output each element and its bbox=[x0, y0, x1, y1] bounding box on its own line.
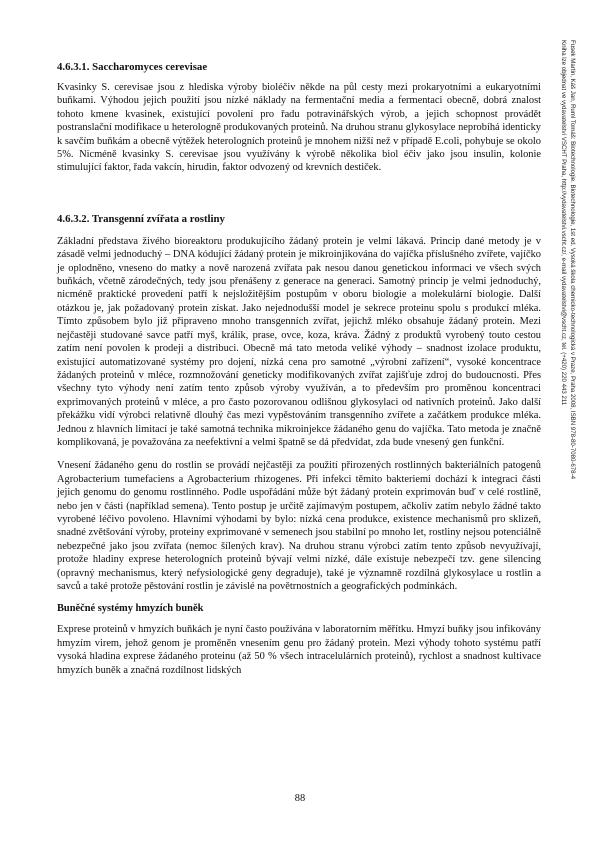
side-citation-note bbox=[559, 40, 576, 780]
section-heading-saccharomyces: 4.6.3.1. Saccharomyces cerevisae bbox=[57, 61, 208, 73]
paragraph-saccharomyces: Kvasinky S. cerevisae jsou z hlediska výroby bioléčiv někde na půl cesty mezi prokaryotními a eukaryotními buňkami. Výhodou jejich použití jsou nízké náklady na fermentační media a fermentaci obecně, dobrá znalost tohoto kmene kvasinek, existující povolení pro řadu potravinářských výrob, a jejich schopnost provádět postranslační modifikace u heterologně produkovaných proteinů. Na druhou stranu glykosylace neprobíhá identicky k savčím buňkám a obecně výtěžek heterologních proteinů je mnohem nižší než v případě E.coli, pohybuje se okolo 5%. Nicméně kvasinky S. cerevisae jsou využívány k výrobě několika biol éčiv jako jsou insulin, kolonie stimulující faktor, řada vakcín, hirudin, faktor odvozený od krevních destiček. bbox=[57, 82, 541, 174]
section-heading-transgenic: 4.6.3.2. Transgenní zvířata a rostliny bbox=[57, 212, 225, 225]
paragraph-insect-cells: Exprese proteinů v hmyzích buňkách je nyní často používána v laboratorním měřítku. Hmyzí buňky jsou infikovány hmyzím virem, jehož genom je proměněn vnesením genu pro žádaný protein. Mezi výhody tohoto systému patří vysoká hladina exprese žádaného proteinu (až 50 % všech intracelulárních proteinů), rychlost a snadnost kultivace hmyzích buněk a značná rozdílnost lidských bbox=[57, 624, 541, 676]
paragraph-transgenic-animals: Základní představa živého bioreaktoru produkujícího žádaný protein je velmi lákavá. Princip dané metody je v zásadě velmi jednoduchý – DNA kódující žádaný protein je mikroinjikována do vajíčka příslušného zvířete, vajíčko je oplodněno, vneseno do matky a nově narozená zvířata pak nesou danou genetickou informaci ve všech svých buňkách, včetně zárodečných, tedy jsou přenášeny z generace na generaci. Samotný princip je velmi jednoduchý, nicméně praktické provedení patří k nejsložitějším postupům v oboru biologie a molekulární biologie. Další otázkou je, jak požadovaný protein získat. Jako nejednodušší model je sekrece proteinu spolu s produkcí mléka. Tímto způsobem bylo již připraveno mnoho transgenních zvířat, jejichž mléko obsahuje žádaný protein. Mezi nejčastěji studované savce patří myš, králík, prase, ovce, koza, kráva. Žádný z produktů vyrobený touto cestou zatím není povolen k prodeji a distribuci. Obecně má tato metoda veliké výhody – snadnost izolace produktu, existující automatizované systémy pro dojení, nízká cena pro samotné „výrobní zařízení“, vysoké koncentrace žádaných proteinů v mléce, rozmnožování geneticky modifikovaných zvířat zajišťuje zdroj do budoucnosti. Přes všechny tyto výhody není zatím tento způsob výroby využíván, a to především pro proměnou koncentraci exprimovaných proteinů v mléce, a pro často pozorovanou odlišnou glykosylaci od nativních proteinů. Jako další překážku vidí výrobci relativně dlouhý čas mezi vypěstováním transgenního zvířete a začátkem produkce mléka. Jednou z hlavních limitací je také samotná technika mikroinjekce žádaného genu do vajíčka. Tato metoda je značně komplikovaná, je považována za neefektivní a velmi špatně se dá předvídat, zda bude vnesený gen funkční. bbox=[57, 235, 541, 448]
side-citation-line-2: Kniha lze objednat ve vydavatelství VŠCHT Praha, http://vydavatelstvi.vscht.cz/, e-mail vydavatelstvi@vscht.cz, tel. (+420) 220 443 211 bbox=[560, 40, 568, 406]
side-citation-line-1: Fusek Martin, Káš Jan, Ruml Tomáš: Biotechnologie. Biotechnologie, 1st ed. Vysoká škola chemicko-technologická v Praze, Praha 2008, ISBN 978-80-7080-678-4 bbox=[569, 40, 576, 479]
paragraph-transgenic-plants: Vnesení žádaného genu do rostlin se provádí nejčastěji za použití přirozených rostlinných bakteriálních patogenů Agrobacterium tumefaciens a Agrobacterium rhizogenes. Při infekci těmito bakteriemi dochází k integraci části jejich genomu do genomu rostlinného. Podle uspořádání může být žádaný protein exprimován buď v celé rostlině, nebo jen v části (například semena). Tento postup je určitě zajímavým postupem, ačkoliv zatím nebylo žádné takto vyrobené léčivo povoleno. Hlavními výhodami by bylo: nízká cena produkce, existence mechanismů pro sklizeň, snadné zvětšování výroby, proteiny exprimované v semenech jsou stabilní po mnoho let, rostliny nejsou potenciálně nebezpečné jako jsou zvířata (nemoc šílených krav). Na druhou stranu výrobci zatím tento způsob nevyužívají, protože hladiny exprese heterologních proteinů bývají velmi nízké, dále existuje nebezpečí tzv. gene silencing (opravný mechanismus, který nefysiologické geny degraduje), také je významně rozdílná glykosylace u rostlin a savců a také protože pěstování rostlin je závislé na povětrnostních a geografických podmínkách. bbox=[57, 460, 541, 592]
section-heading-insect-cells: Buněčné systémy hmyzích buněk bbox=[57, 603, 204, 615]
page-content bbox=[57, 60, 541, 677]
page-number: 88 bbox=[294, 793, 306, 804]
